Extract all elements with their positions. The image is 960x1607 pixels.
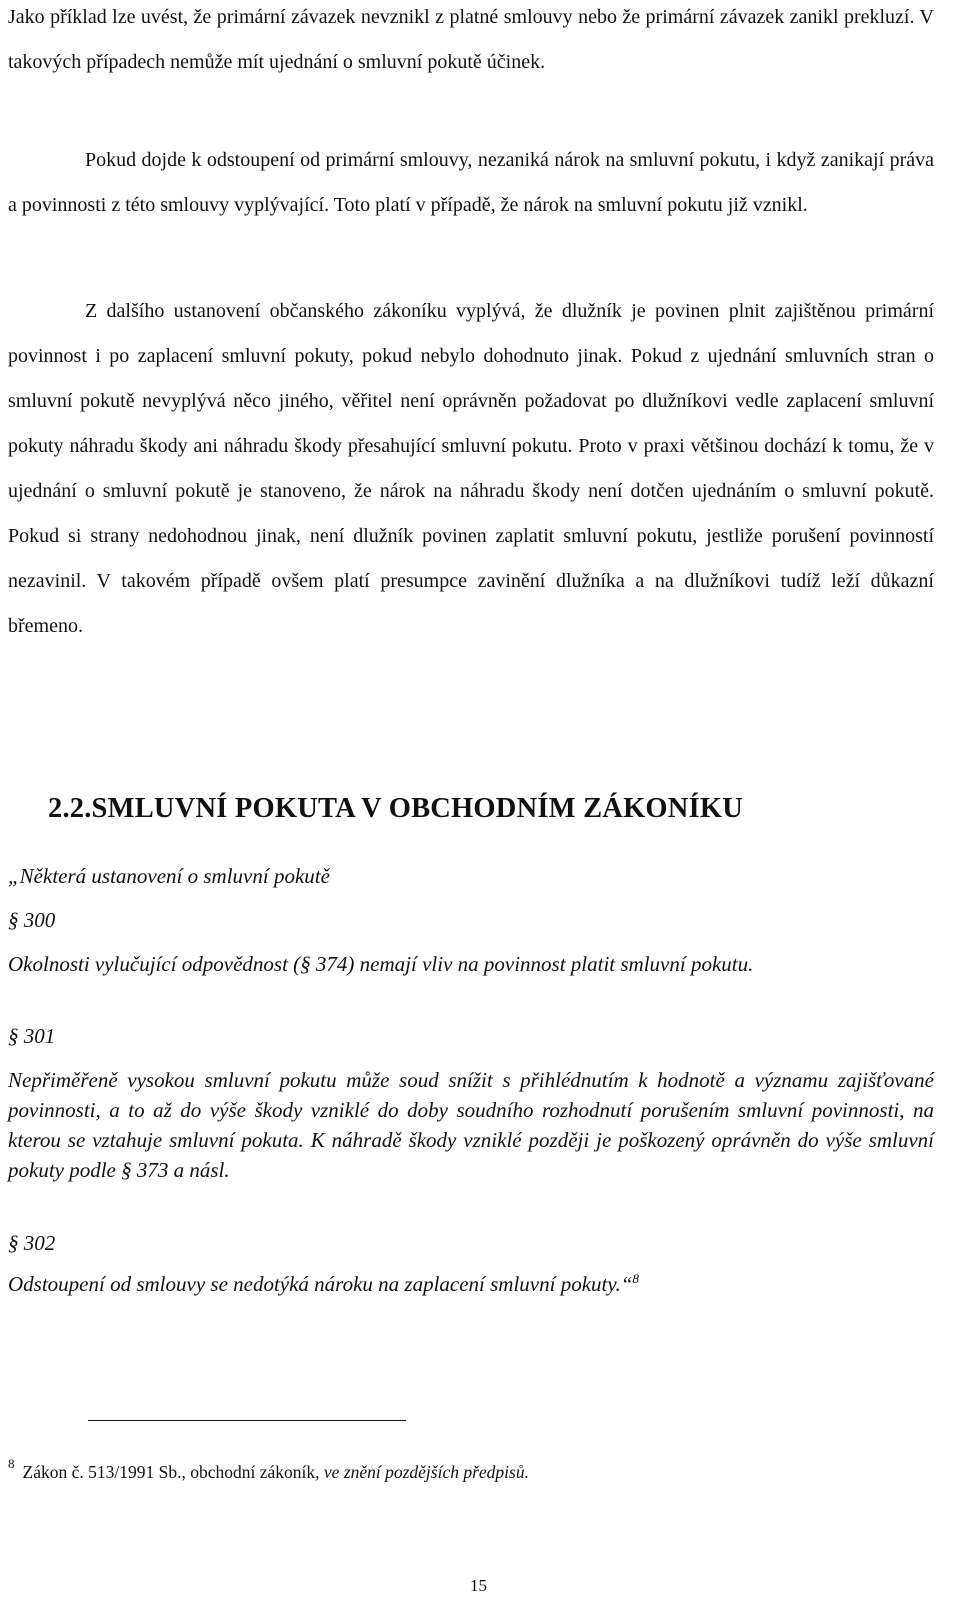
footnote-mark: 8 <box>8 1456 15 1471</box>
quote-title: „Některá ustanovení o smluvní pokutě <box>8 864 330 888</box>
section-302-paragraph <box>8 1269 934 1299</box>
section-heading: 2.2.SMLUVNÍ POKUTA V OBCHODNÍM ZÁKONÍKU <box>48 793 744 824</box>
page-number: 15 <box>470 1576 487 1595</box>
section-300-label: § 300 <box>8 908 56 932</box>
paragraph-primary-obligation: Jako příklad lze uvést, že primární závazek nevznikl z platné smlouvy nebo že primární závazek zanikl prekluzí. V takových případech nemůže mít ujednání o smluvní pokutě účinek. <box>8 6 934 73</box>
section-301-label: § 301 <box>8 1024 56 1048</box>
closing-quote-mark: “ <box>620 1272 633 1296</box>
section-300-text: Okolnosti vylučující odpovědnost (§ 374) nemají vliv na povinnost platit smluvní pokutu. <box>8 952 754 976</box>
section-301-text: Nepřiměřeně vysokou smluvní pokutu může soud snížit s přihlédnutím k hodnotě a významu zajišťované povinnosti, a to až do výše škody vzniklé do doby soudního rozhodnutí porušením smluvní povinnosti, na kterou se vztahuje smluvní pokuta. K náhradě škody vzniklé později je poškozený oprávněn do výše smluvní pokuty podle § 373 a násl. <box>8 1068 934 1182</box>
footnote-separator <box>88 1420 406 1421</box>
paragraph-civil-code: Z dalšího ustanovení občanského zákoníku vyplývá, že dlužník je povinen plnit zajištěnou primární povinnost i po zaplacení smluvní pokuty, pokud nebylo dohodnuto jinak. Pokud z ujednání smluvních stran o smluvní pokutě nevyplývá něco jiného, věřitel není oprávněn požadovat po dlužníkovi vedle zaplacení smluvní pokuty náhradu škody ani náhradu škody přesahující smluvní pokutu. Proto v praxi většinou dochází k tomu, že v ujednání o smluvní pokutě je stanoveno, že nárok na náhradu škody není dotčen ujednáním o smluvní pokutě. Pokud si strany nedohodnou jinak, není dlužník povinen zaplatit smluvní pokutu, jestliže porušení povinností nezavinil. V takovém případě ovšem platí presumpce zavinění dlužníka a na dlužníkovi tudíž leží důkazní břemeno. <box>8 300 934 637</box>
section-302-label: § 302 <box>8 1231 56 1255</box>
footnote-text-italic: , ve znění pozdějších předpisů. <box>315 1462 529 1482</box>
paragraph-withdrawal: Pokud dojde k odstoupení od primární smlouvy, nezaniká nárok na smluvní pokutu, i když zanikají práva a povinnosti z této smlouvy vyplývající. Toto platí v případě, že nárok na smluvní pokutu již vznikl. <box>8 149 934 216</box>
footnote-reference[interactable]: 8 <box>632 1271 639 1286</box>
footnote <box>8 1456 529 1483</box>
section-302-text: Odstoupení od smlouvy se nedotýká nároku na zaplacení smluvní pokuty. <box>8 1272 621 1296</box>
footnote-text: Zákon č. 513/1991 Sb., obchodní zákoník <box>22 1462 316 1482</box>
